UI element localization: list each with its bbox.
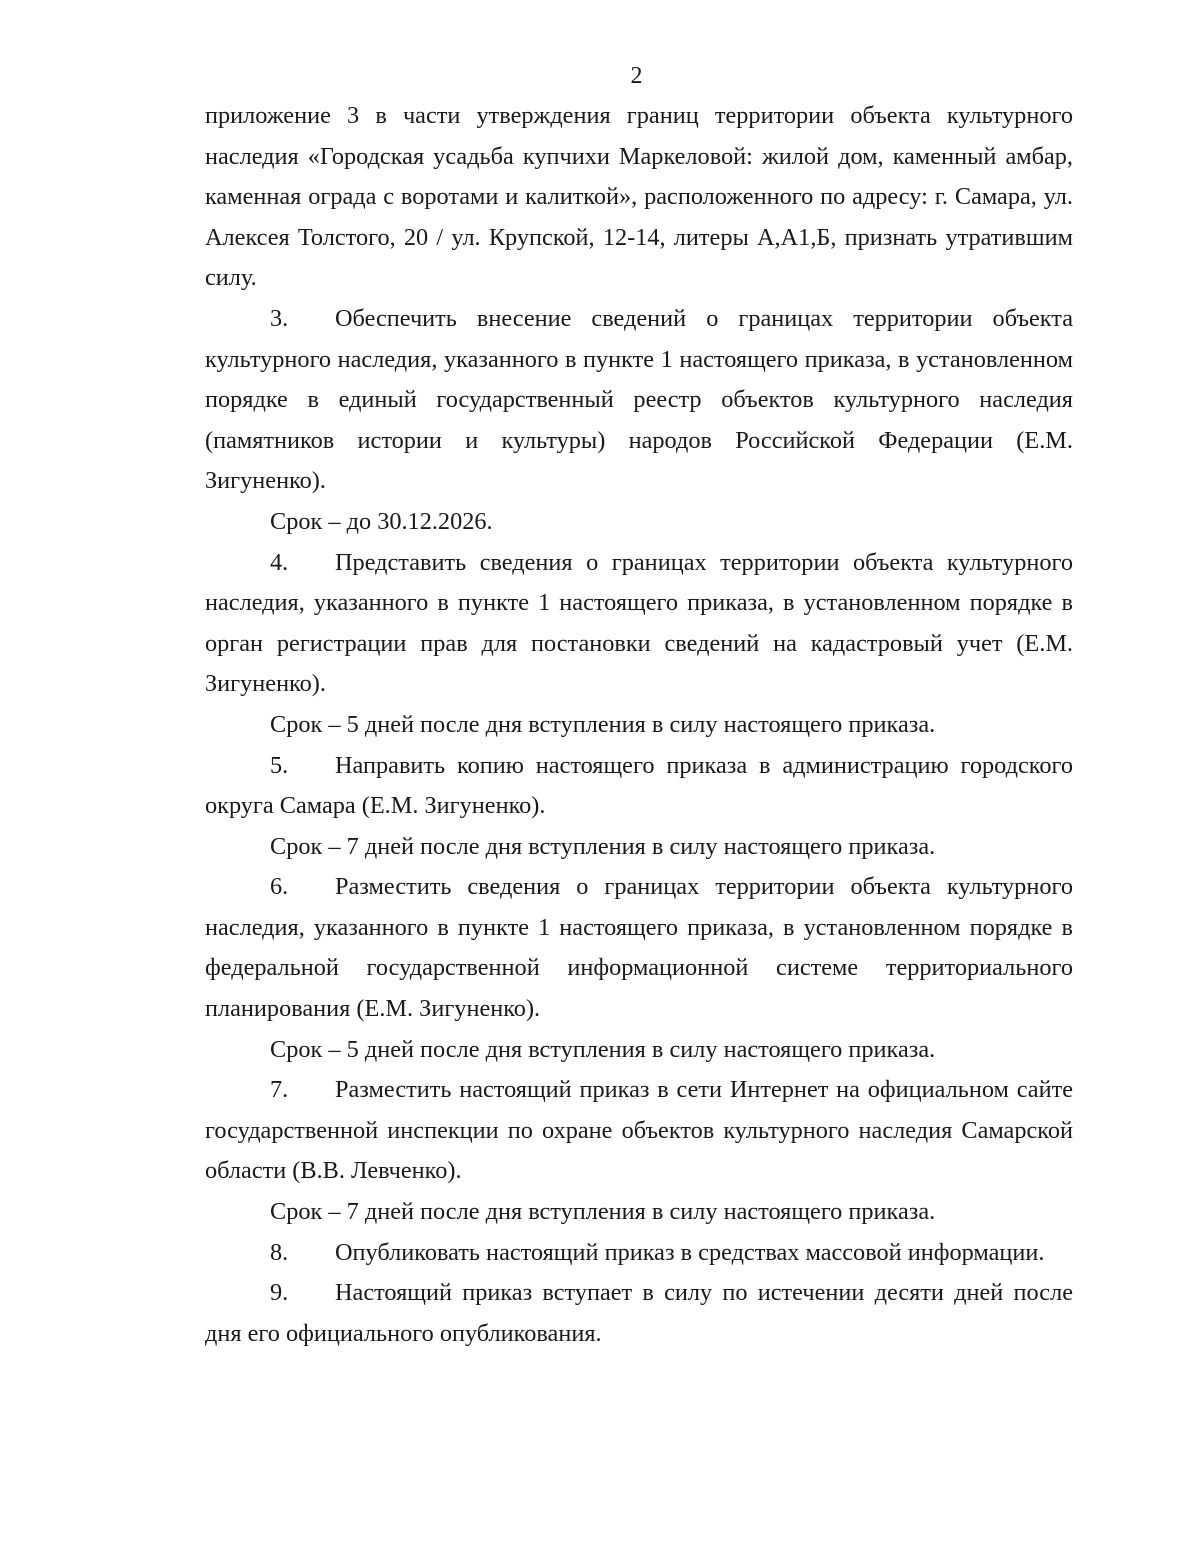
- page-number: 2: [630, 63, 643, 89]
- paragraph-number: 6.: [270, 873, 289, 901]
- paragraph-number: 5.: [270, 751, 289, 779]
- deadline-line: Срок – до 30.12.2026.: [270, 507, 493, 535]
- paragraph-number: 9.: [270, 1279, 289, 1307]
- paragraph-text: Обеспечить внесение сведений о границах территории объекта культурного наследия, указанного в пункте 1 настоящего приказа, в установленном порядке в единый государственный реестр объектов культурного наследия (памятников истории и культуры) народов Российской Федерации (Е.М. Зигуненко).: [205, 304, 1073, 495]
- paragraph-text: Разместить сведения о границах территории объекта культурного наследия, указанного в пункте 1 настоящего приказа, в установленном порядке в федеральной государственной информационной системе территориального планирования (Е.М. Зигуненко).: [205, 873, 1073, 1023]
- deadline-line: Срок – 5 дней после дня вступления в силу настоящего приказа.: [270, 710, 936, 738]
- deadline-line: Срок – 7 дней после дня вступления в силу настоящего приказа.: [270, 832, 936, 860]
- paragraph-text: Представить сведения о границах территории объекта культурного наследия, указанного в пункте 1 настоящего приказа, в установленном порядке в орган регистрации прав для постановки сведений на кадастровый учет (Е.М. Зигуненко).: [205, 548, 1073, 698]
- paragraph-number: 7.: [270, 1076, 289, 1104]
- deadline-line: Срок – 5 дней после дня вступления в силу настоящего приказа.: [270, 1035, 936, 1063]
- numbered-paragraph: [205, 1233, 1073, 1274]
- paragraph-text: Опубликовать настоящий приказ в средствах массовой информации.: [335, 1238, 1045, 1266]
- paragraph-number: 8.: [270, 1238, 289, 1266]
- numbered-paragraph: [205, 1273, 1073, 1354]
- paragraph-number: 4.: [270, 548, 289, 576]
- paragraph-text: Направить копию настоящего приказа в администрацию городского округа Самара (Е.М. Зигуненко).: [205, 751, 1073, 820]
- numbered-paragraph: [205, 1070, 1073, 1192]
- document-body: [205, 96, 1073, 1354]
- deadline-line: Срок – 7 дней после дня вступления в силу настоящего приказа.: [270, 1198, 936, 1226]
- paragraph-number: 3.: [270, 304, 289, 332]
- paragraph-text: Настоящий приказ вступает в силу по истечении десяти дней после дня его официального опубликования.: [205, 1279, 1073, 1347]
- numbered-paragraph: [205, 867, 1073, 1029]
- continuation-paragraph: приложение 3 в части утверждения границ территории объекта культурного наследия «Городская усадьба купчихи Маркеловой: жилой дом, каменный амбар, каменная ограда с воротами и калиткой», расположенного по адресу: г. Самара, ул. Алексея Толстого, 20 / ул. Крупской, 12-14, литеры А,А1,Б, признать утратившим силу.: [205, 102, 1073, 292]
- numbered-paragraph: [205, 543, 1073, 705]
- numbered-paragraph: [205, 299, 1073, 502]
- numbered-paragraph: [205, 746, 1073, 827]
- paragraph-text: Разместить настоящий приказ в сети Интернет на официальном сайте государственной инспекции по охране объектов культурного наследия Самарской области (В.В. Левченко).: [205, 1076, 1073, 1185]
